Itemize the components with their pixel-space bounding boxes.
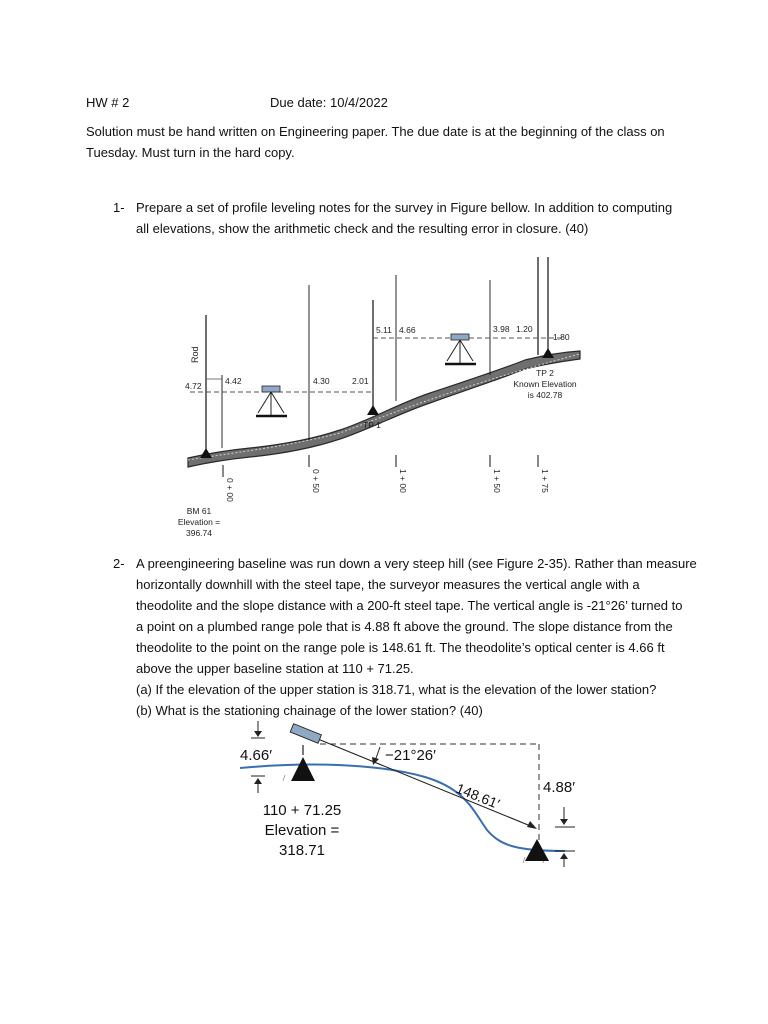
question-line: all elevations, show the arithmetic check and the resulting error in closure. (40) xyxy=(136,221,589,236)
tp2-label: TP 2 xyxy=(536,368,554,378)
question-line: horizontally downhill with the steel tape, the surveyor measures the vertical angle with a xyxy=(136,577,640,592)
rod-reading: 1.20 xyxy=(516,324,533,334)
question-line: above the upper baseline station at 110 + 71.25. xyxy=(136,661,414,676)
rod-reading: 3.98 xyxy=(493,324,510,334)
tp2-label: is 402.78 xyxy=(527,390,563,400)
rod-reading: 4.30 xyxy=(313,376,330,386)
slope-measurement-figure xyxy=(225,715,585,885)
rod-reading: 1.80 xyxy=(553,332,570,342)
instructions-line: Solution must be hand written on Engineering paper. The due date is at the beginning of the class on xyxy=(86,124,665,139)
due-date: Due date: 10/4/2022 xyxy=(270,95,388,110)
question-number: 1- xyxy=(113,200,125,215)
profile-leveling-figure xyxy=(170,255,590,550)
rod-reading: 2.01 xyxy=(352,376,369,386)
question-number: 2- xyxy=(113,556,125,571)
station-label: 0 + 50 xyxy=(311,469,321,493)
question-line: (a) If the elevation of the upper station is 318.71, what is the elevation of the lower station? xyxy=(136,682,657,697)
tp2-label: Known Elevation xyxy=(513,379,577,389)
rod-height-label: 4.88′ xyxy=(543,779,576,796)
station-label: 1 + 50 xyxy=(492,469,502,493)
rod-reading: 4.66 xyxy=(399,325,416,335)
question-line: Prepare a set of profile leveling notes for the survey in Figure bellow. In addition to computing xyxy=(136,200,673,215)
bm-label: BM 61 xyxy=(186,506,212,516)
instructions xyxy=(86,121,706,163)
rod-reading: 4.72 xyxy=(185,381,202,391)
hw-number: HW # 2 xyxy=(86,95,130,110)
slope-distance-label: 148.61′ xyxy=(453,779,503,812)
station-label: 1 + 00 xyxy=(398,469,408,493)
rod-label: Rod xyxy=(190,346,200,363)
station-label: 0 + 00 xyxy=(225,478,235,502)
rod-reading: 4.42 xyxy=(225,376,242,386)
tp1-label: TP 1 xyxy=(363,420,381,430)
rod-reading: 5.11 xyxy=(376,325,392,335)
upper-station-label: Elevation = xyxy=(264,822,340,839)
question-line: theodolite and the slope distance with a 200-ft steel tape. The vertical angle is -21°26’ turned to xyxy=(136,598,683,613)
question-line: theodolite to the point on the range pole is 148.61 ft. The theodolite’s optical center is 4.66 ft xyxy=(136,640,665,655)
instructions-line: Tuesday. Must turn in the hard copy. xyxy=(86,145,295,160)
bm-label: Elevation = xyxy=(177,517,221,527)
bm-label: 396.74 xyxy=(186,528,212,538)
upper-station-label: 110 + 71.25 xyxy=(262,802,342,819)
instrument-height-label: 4.66′ xyxy=(240,747,273,764)
question-line: A preengineering baseline was run down a very steep hill (see Figure 2-35). Rather than measure xyxy=(136,556,697,571)
upper-station-label: 318.71 xyxy=(279,842,325,859)
vertical-angle-label: −21°26′ xyxy=(385,747,436,764)
station-label: 1 + 75 xyxy=(540,469,550,493)
question-line: (b) What is the stationing chainage of the lower station? (40) xyxy=(136,703,483,718)
question-line: a point on a plumbed range pole that is 4.88 ft above the ground. The slope distance from the xyxy=(136,619,673,634)
